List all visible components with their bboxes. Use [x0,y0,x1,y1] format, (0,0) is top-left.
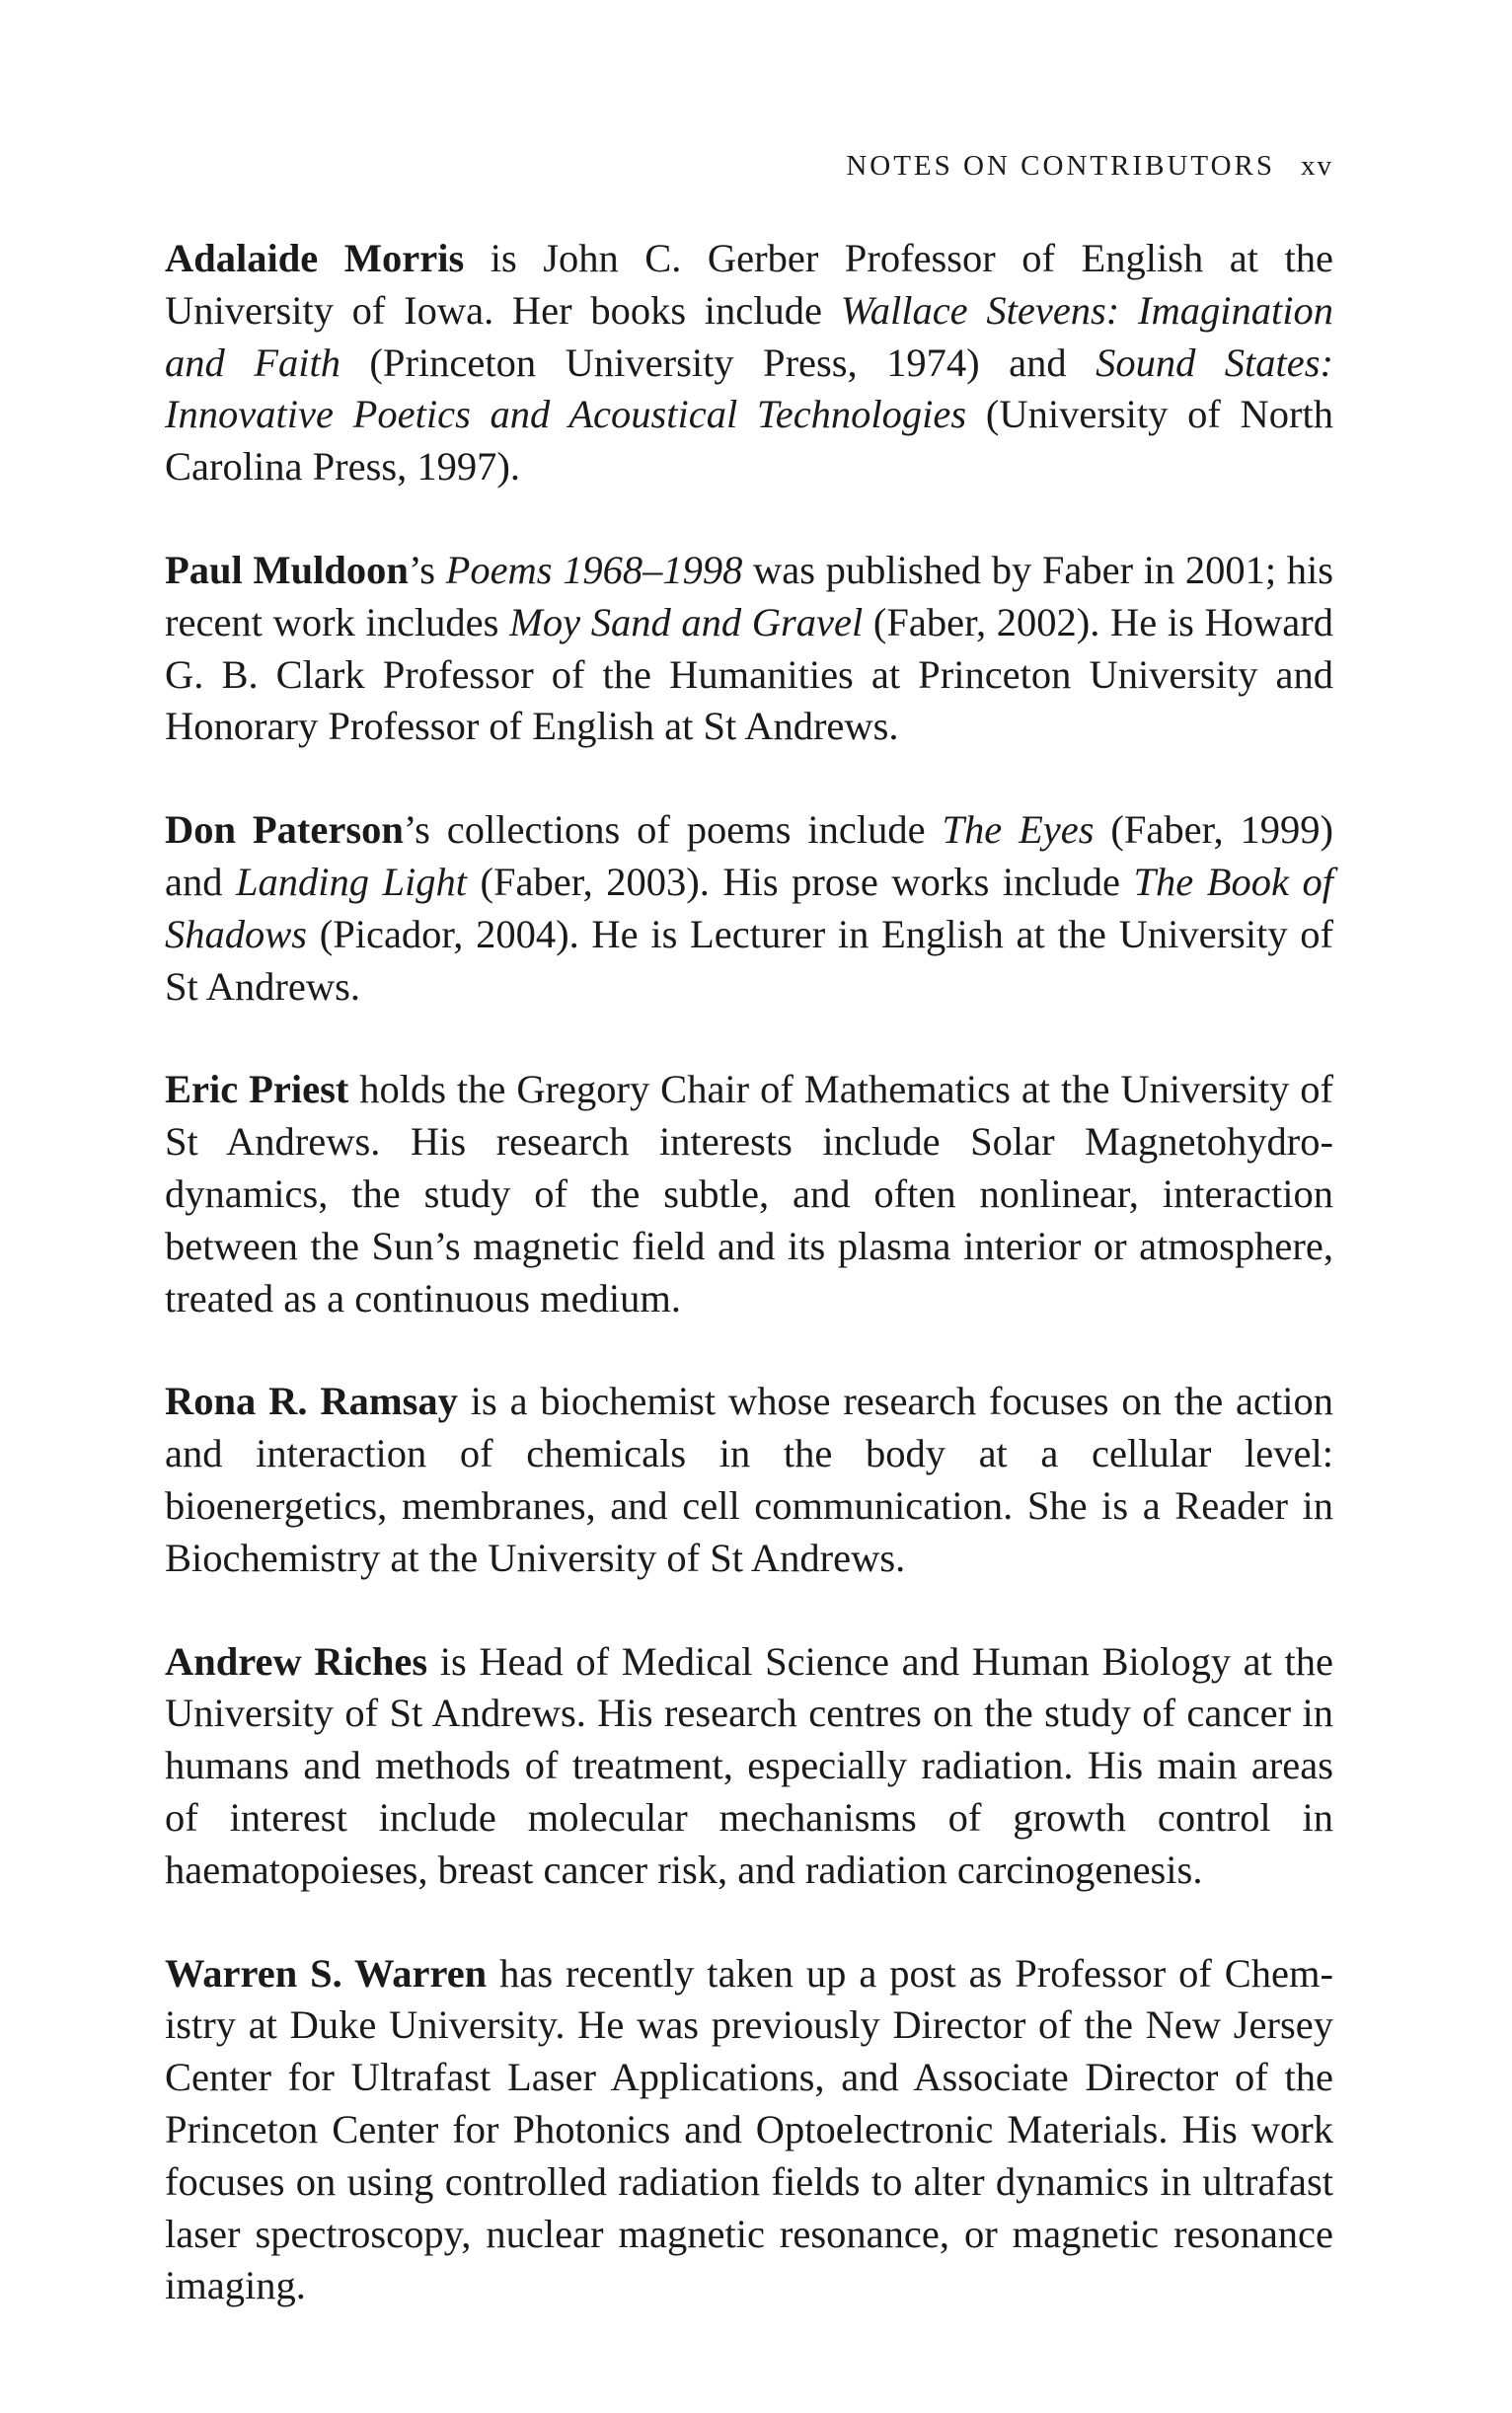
bio-text: (Faber, 1999) and [165,807,1333,904]
book-title: Sound States: Innovative Poetics and Acoustical Technologies [165,339,1334,437]
contributor-entry-muldoon [165,545,1333,753]
contributor-entry-warren [165,1948,1333,2313]
bio-text: (Faber, 2002). He is Howard G. B. Clark Professor of the Humanities at Princeton University and Honorary Professor of English at St Andrews. [165,599,1333,749]
bio-text: (Faber, 2003). His prose works include [467,859,1134,904]
book-title: Landing Light [235,859,468,904]
contributor-entry-riches [165,1636,1333,1897]
bio-text: was published by Faber in 2001; his recent work includes [165,547,1333,644]
contributor-name: Rona R. Ramsay [165,1379,458,1424]
contributor-name: Warren S. Warren [165,1950,488,1996]
contributor-entry-ramsay [165,1376,1333,1584]
bio-text: ’s collections of poems include [403,807,943,853]
bio-text: has recently taken up a post as Professor of Chemistry at Duke University. He was previously Director of the New Jersey Center for Ultrafast Laser Applications, and Associate Director of the Princeton Center for Photonics and Optoelectronic Materials. His work focuses on using controlled radiation fields to alter dynamics in ultrafast laser spectroscopy, nuclear magnetic resonance, or magnetic resonance imaging. [165,1950,1334,2308]
running-title: NOTES ON CONTRIBUTORS [846,150,1275,182]
book-title: The Book of Shadows [165,859,1333,956]
contributor-name: Eric Priest [165,1067,349,1112]
contributor-entry-paterson [165,804,1333,1013]
contributor-name: Don Paterson [165,807,404,853]
contributor-name: Paul Muldoon [165,547,409,592]
book-title: Wallace Stevens: Imagination and Faith [165,287,1333,385]
running-head [165,148,1333,184]
bio-text: holds the Gregory Chair of Mathematics at the University of St Andrews. His research interests include Solar Magnetohydrodynamics, the study of the subtle, and often nonlinear, interaction between the Sun’s magnetic field and its plasma interior or atmosphere, treated as a continuous medium. [165,1067,1333,1320]
bio-text: (Princeton University Press, 1974) and [340,339,1096,385]
book-title: Moy Sand and Gravel [509,599,864,644]
book-title: Poems 1968–1998 [445,547,743,592]
contributor-notes [165,233,1333,2364]
bio-text: is a biochemist whose research focuses on the action and interaction of chemicals in the body at a cellular level: bioenergetics, membranes, and cell communication. She is a Reader in Biochemistry at the University of St Andrews. [165,1379,1334,1580]
bio-text: (University of North Carolina Press, 1997). [165,392,1333,490]
bio-text: is John C. Gerber Professor of English at the University of Iowa. Her books include [165,236,1333,333]
contributor-entry-priest [165,1064,1333,1324]
contributor-name: Andrew Riches [165,1638,428,1684]
contributor-name: Adalaide Morris [165,236,465,280]
bio-text: (Picador, 2004). He is Lecturer in English at the University of St Andrews. [165,911,1333,1009]
bio-text: is Head of Medical Science and Human Biology at the University of St Andrews. His research centres on the study of cancer in humans and methods of treatment, especially radiation. His main areas of interest include molecular mechanisms of growth control in haematopoieses, breast cancer risk, and radiation carcinogenesis. [165,1638,1333,1892]
page-number: xv [1301,150,1333,182]
bio-text: ’s [408,547,446,592]
contributor-entry-morris [165,233,1333,493]
book-title: The Eyes [942,807,1095,853]
